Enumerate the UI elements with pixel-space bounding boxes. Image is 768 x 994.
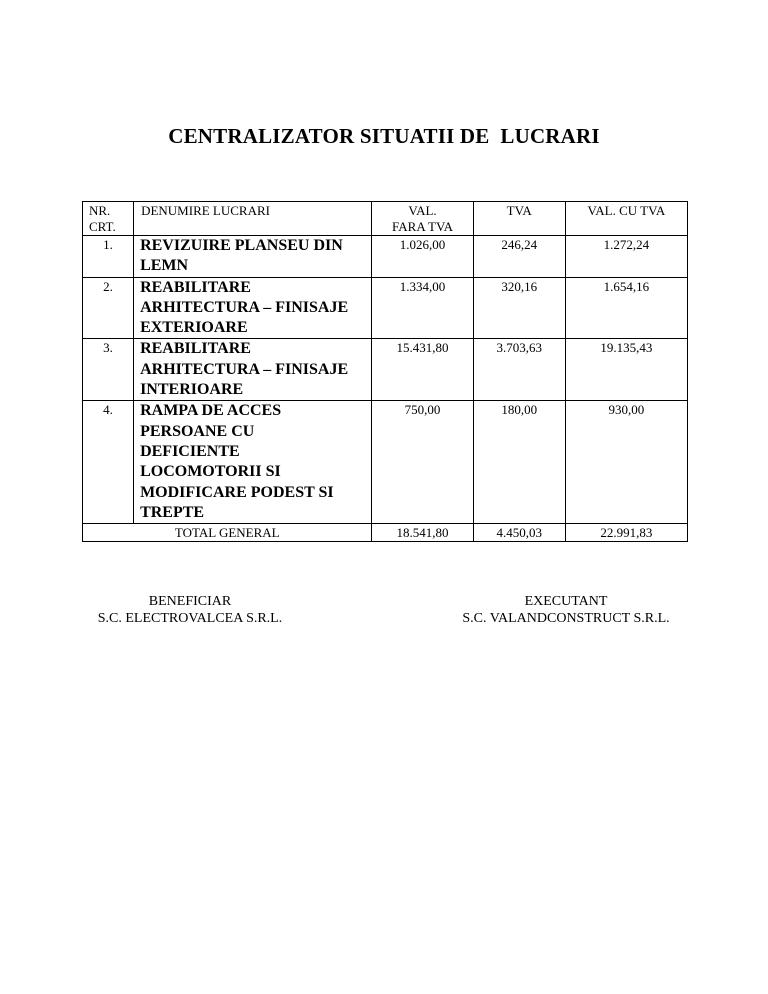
header-val-line-1: VAL.: [408, 203, 437, 218]
row-denumire: [134, 339, 372, 401]
executant-role: EXECUTANT: [524, 594, 608, 609]
row-val-fara-tva: 15.431,80: [372, 339, 473, 401]
header-tva: TVA: [473, 202, 565, 236]
header-nr-line-2: CRT.: [89, 219, 116, 234]
row-val-cu-tva: 1.654,16: [565, 277, 687, 339]
row-denumire-line: ARHITECTURA – FINISAJE: [140, 360, 349, 378]
row-val-cu-tva: 19.135,43: [565, 339, 687, 401]
row-denumire: [134, 236, 372, 278]
row-denumire-line: PERSOANE CU: [140, 422, 255, 440]
row-tva: 246,24: [473, 236, 565, 278]
table-row: [83, 401, 688, 524]
beneficiar-signature-block: [60, 593, 320, 627]
header-val-fara-tva: [372, 202, 473, 236]
header-val-cu-tva: VAL. CU TVA: [565, 202, 687, 236]
document-title: CENTRALIZATOR SITUATII DE LUCRARI: [168, 124, 600, 148]
executant-company: S.C. VALANDCONSTRUCT S.R.L.: [462, 611, 670, 626]
row-val-fara-tva: 1.026,00: [372, 236, 473, 278]
row-denumire-line: DEFICIENTE: [140, 442, 240, 460]
row-denumire-line: REABILITARE: [140, 278, 251, 296]
works-summary-table: [82, 201, 688, 542]
row-nr: 3.: [83, 339, 134, 401]
row-denumire: [134, 277, 372, 339]
total-tva: 4.450,03: [473, 524, 565, 542]
total-general-label: TOTAL GENERAL: [83, 524, 372, 542]
header-nr-crt: [83, 202, 134, 236]
table-row: [83, 277, 688, 339]
row-denumire-line: REABILITARE: [140, 340, 251, 358]
row-tva: 3.703,63: [473, 339, 565, 401]
row-nr: 2.: [83, 277, 134, 339]
row-val-fara-tva: 1.334,00: [372, 277, 473, 339]
row-val-cu-tva: 930,00: [565, 401, 687, 524]
row-denumire: [134, 401, 372, 524]
row-denumire-line: RAMPA DE ACCES: [140, 402, 282, 420]
table-total-row: [83, 524, 688, 542]
table-row: [83, 236, 688, 278]
row-denumire-line: LEMN: [140, 257, 189, 275]
row-tva: 180,00: [473, 401, 565, 524]
table-row: [83, 339, 688, 401]
row-val-fara-tva: 750,00: [372, 401, 473, 524]
beneficiar-role: BENEFICIAR: [148, 594, 232, 609]
row-denumire-line: MODIFICARE PODEST SI: [140, 483, 334, 501]
row-denumire-line: TREPTE: [140, 503, 205, 521]
beneficiar-company: S.C. ELECTROVALCEA S.R.L.: [97, 611, 283, 626]
row-tva: 320,16: [473, 277, 565, 339]
header-nr-line-1: NR.: [89, 203, 111, 218]
header-val-line-2: FARA TVA: [392, 219, 454, 234]
total-val-fara-tva: 18.541,80: [372, 524, 473, 542]
row-nr: 1.: [83, 236, 134, 278]
row-denumire-line: REVIZUIRE PLANSEU DIN: [140, 237, 343, 254]
total-val-cu-tva: 22.991,83: [565, 524, 687, 542]
executant-signature-block: [440, 593, 692, 627]
header-denumire: DENUMIRE LUCRARI: [134, 202, 372, 236]
row-denumire-line: ARHITECTURA – FINISAJE: [140, 298, 349, 316]
row-val-cu-tva: 1.272,24: [565, 236, 687, 278]
row-nr: 4.: [83, 401, 134, 524]
table-header-row: [83, 202, 688, 236]
row-denumire-line: LOCOMOTORII SI: [140, 463, 281, 481]
row-denumire-line: INTERIOARE: [140, 381, 244, 399]
row-denumire-line: EXTERIOARE: [140, 319, 248, 337]
